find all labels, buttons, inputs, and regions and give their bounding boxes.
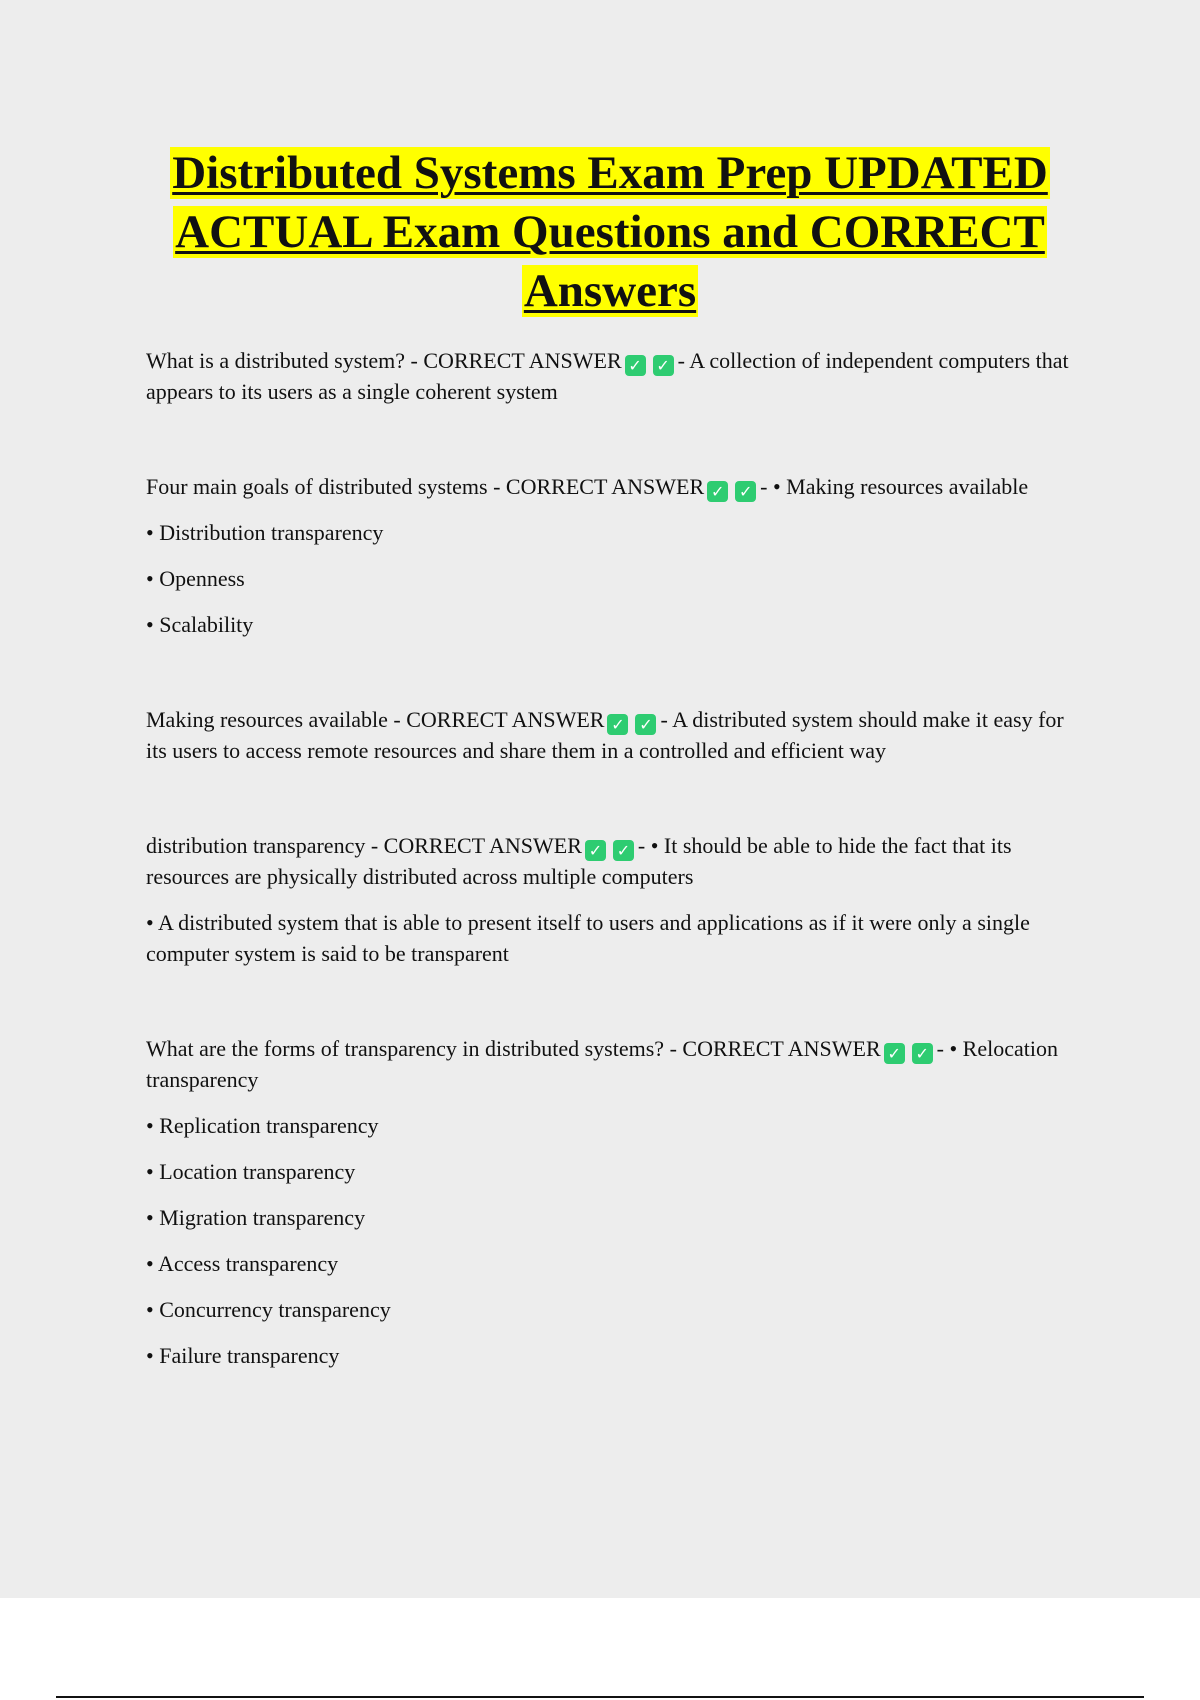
- qa-paragraph: [146, 471, 1086, 502]
- bullet-item: • Distribution transparency: [146, 520, 384, 545]
- bullet-item: • Failure transparency: [146, 1343, 340, 1368]
- bullet-item: • Concurrency transparency: [146, 1297, 391, 1322]
- qa-answer: - • Relocation transparency: [146, 1036, 1058, 1092]
- qa-answer: - • It should be able to hide the fact that its resources are physically distributed across multiple computers: [146, 833, 1012, 889]
- check-icon: ✓: [585, 840, 606, 861]
- qa-question: Making resources available - CORRECT ANSWER: [146, 707, 605, 732]
- qa-answer: - A collection of independent computers that appears to its users as a single coherent system: [146, 348, 1069, 404]
- qa-paragraph: [146, 830, 1086, 892]
- check-icon: ✓: [613, 840, 634, 861]
- qa-answer: - A distributed system should make it easy for its users to access remote resources and share them in a controlled and efficient way: [146, 707, 1064, 763]
- bullet-item: • Scalability: [146, 612, 254, 637]
- bullet-item: • Access transparency: [146, 1251, 339, 1276]
- qa-question: Four main goals of distributed systems - CORRECT ANSWER: [146, 474, 705, 499]
- qa-question: What is a distributed system? - CORRECT ANSWER: [146, 348, 622, 373]
- check-icon: ✓: [707, 481, 728, 502]
- title-line-1: Distributed Systems Exam Prep UPDATED: [172, 147, 1048, 199]
- check-icon: ✓: [625, 355, 646, 376]
- title-line-3: Answers: [523, 265, 697, 317]
- check-icon: ✓: [735, 481, 756, 502]
- qa-item: [146, 345, 1086, 407]
- qa-answer: - • Making resources available: [760, 474, 1029, 499]
- qa-question: What are the forms of transparency in distributed systems? - CORRECT ANSWER: [146, 1036, 881, 1061]
- bullet-item: • A distributed system that is able to present itself to users and applications as if it were only a single computer system is said to be transparent: [146, 910, 1030, 966]
- check-icon: ✓: [653, 355, 674, 376]
- check-icon: ✓: [884, 1043, 905, 1064]
- qa-paragraph: [146, 1033, 1086, 1095]
- bullet-item: • Replication transparency: [146, 1113, 379, 1138]
- qa-paragraph: [146, 345, 1086, 407]
- qa-paragraph: [146, 704, 1086, 766]
- qa-item: [146, 471, 1086, 640]
- check-icon: ✓: [635, 714, 656, 735]
- qa-question: distribution transparency - CORRECT ANSWER: [146, 833, 582, 858]
- document-title: [140, 144, 1080, 321]
- qa-item: [146, 704, 1086, 766]
- qa-item: [146, 830, 1086, 969]
- check-icon: ✓: [607, 714, 628, 735]
- title-line-2: ACTUAL Exam Questions and CORRECT: [175, 206, 1045, 258]
- bullet-item: • Migration transparency: [146, 1205, 366, 1230]
- bullet-item: • Openness: [146, 566, 245, 591]
- bullet-item: • Location transparency: [146, 1159, 356, 1184]
- check-icon: ✓: [912, 1043, 933, 1064]
- footer-divider: [56, 1696, 1144, 1698]
- qa-item: [146, 1033, 1086, 1371]
- qa-list: [146, 345, 1086, 1435]
